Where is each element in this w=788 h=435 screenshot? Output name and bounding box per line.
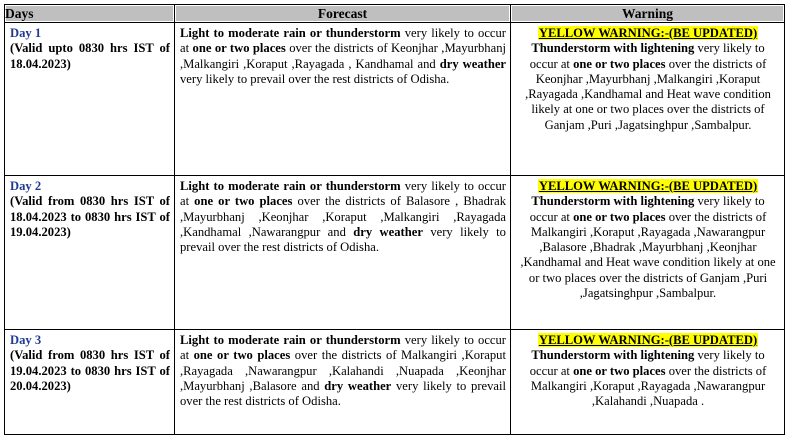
table-row: [5, 23, 785, 176]
warning-bold: one or two places: [573, 56, 666, 71]
forecast-text: very likely to occur at: [180, 26, 507, 56]
day-cell: [5, 23, 175, 176]
forecast-text: over the districts of Keonjhar ,Mayurbhanj ,Malkangiri ,Koraput ,Rayagada , Kandhamal and: [180, 41, 506, 71]
warning-text: over the districts of Malkangiri ,Koraput ,Rayagada ,Nawarangpur ,Balasore ,Bhadrak ,Mayurbhanj ,Keonjhar ,Kandhamal and Heat wave condition likely at one or two places over the districts of Ganjam ,Puri ,Jagatsinghpur ,Sambalpur.: [520, 209, 776, 301]
warning-text: very likely to occur at: [529, 41, 765, 71]
warning-bold: Thunderstorm with lightening: [531, 41, 695, 56]
day-cell: [5, 330, 175, 435]
forecast-text: very likely to occur at: [180, 179, 507, 209]
day-cell: [5, 176, 175, 330]
forecast-text: very likely to occur at: [180, 333, 507, 363]
forecast-text: very likely to prevail over the rest districts of Odisha.: [180, 71, 450, 86]
warning-bold: Thunderstorm with lightening: [531, 348, 695, 363]
warning-text: very likely to occur at: [529, 194, 765, 224]
warning-header: Warning: [511, 5, 785, 23]
forecast-bold: dry weather: [324, 378, 392, 393]
table-row: [5, 330, 785, 435]
forecast-text: very likely to prevail over the rest districts of Odisha.: [180, 224, 506, 255]
forecast-cell: [175, 330, 511, 435]
forecast-bold: dry weather: [439, 56, 507, 71]
validity-text: (Valid upto 0830 hrs IST of 18.04.2023): [10, 41, 170, 71]
table-row: [5, 176, 785, 330]
forecast-bold: dry weather: [353, 224, 423, 239]
warning-bold: Thunderstorm with lightening: [531, 194, 695, 209]
warning-bold: one or two places: [573, 209, 666, 224]
forecast-table: [4, 4, 785, 435]
forecast-header: Forecast: [175, 5, 511, 23]
warning-badge: YELLOW WARNING:-(BE UPDATED): [538, 179, 758, 193]
forecast-text: over the districts of Malkangiri ,Koraput ,Rayagada ,Nawarangpur ,Kalahandi ,Nuapada ,Keonjhar ,Mayurbhanj ,Balasore and: [180, 348, 506, 393]
warning-cell: [511, 23, 785, 176]
warning-cell: [511, 176, 785, 330]
forecast-cell: [175, 23, 511, 176]
forecast-bold: one or two places: [193, 348, 291, 363]
validity-text: (Valid from 0830 hrs IST of 18.04.2023 to 0830 hrs IST of 19.04.2023): [10, 194, 170, 239]
days-header: Days: [5, 5, 175, 23]
forecast-bold: one or two places: [194, 194, 293, 209]
warning-text: over the districts of Malkangiri ,Koraput ,Rayagada ,Nawarangpur ,Kalahandi ,Nuapada .: [530, 363, 767, 409]
day-label: Day 3: [10, 333, 42, 347]
forecast-bold: Light to moderate rain or thunderstorm: [180, 179, 401, 193]
warning-badge: YELLOW WARNING:-(BE UPDATED): [538, 333, 758, 347]
warning-bold: one or two places: [573, 363, 666, 378]
warning-text: over the districts of Keonjhar ,Mayurbhanj ,Malkangiri ,Koraput ,Rayagada ,Kandhamal and Heat wave condition likely at one or two places over the districts of Ganjam ,Puri ,Jagatsinghpur ,Sambalpur.: [525, 56, 771, 132]
header-row: [5, 5, 785, 23]
forecast-text: over the districts of Balasore , Bhadrak ,Mayurbhanj ,Keonjhar ,Koraput ,Malkangiri ,Rayagada ,Kandhamal ,Nawarangpur and: [180, 194, 506, 239]
validity-text: (Valid from 0830 hrs IST of 19.04.2023 to 0830 hrs IST of 20.04.2023): [10, 348, 170, 393]
forecast-bold: Light to moderate rain or thunderstorm: [180, 333, 401, 347]
warning-text: very likely to occur at: [529, 348, 765, 378]
forecast-bold: Light to moderate rain or thunderstorm: [180, 26, 401, 40]
warning-cell: [511, 330, 785, 435]
forecast-text: very likely to prevail over the rest districts of Odisha.: [180, 378, 506, 409]
warning-badge: YELLOW WARNING:-(BE UPDATED): [538, 26, 758, 40]
day-label: Day 2: [10, 179, 42, 193]
forecast-cell: [175, 176, 511, 330]
day-label: Day 1: [10, 26, 42, 40]
forecast-bold: one or two places: [192, 41, 286, 56]
